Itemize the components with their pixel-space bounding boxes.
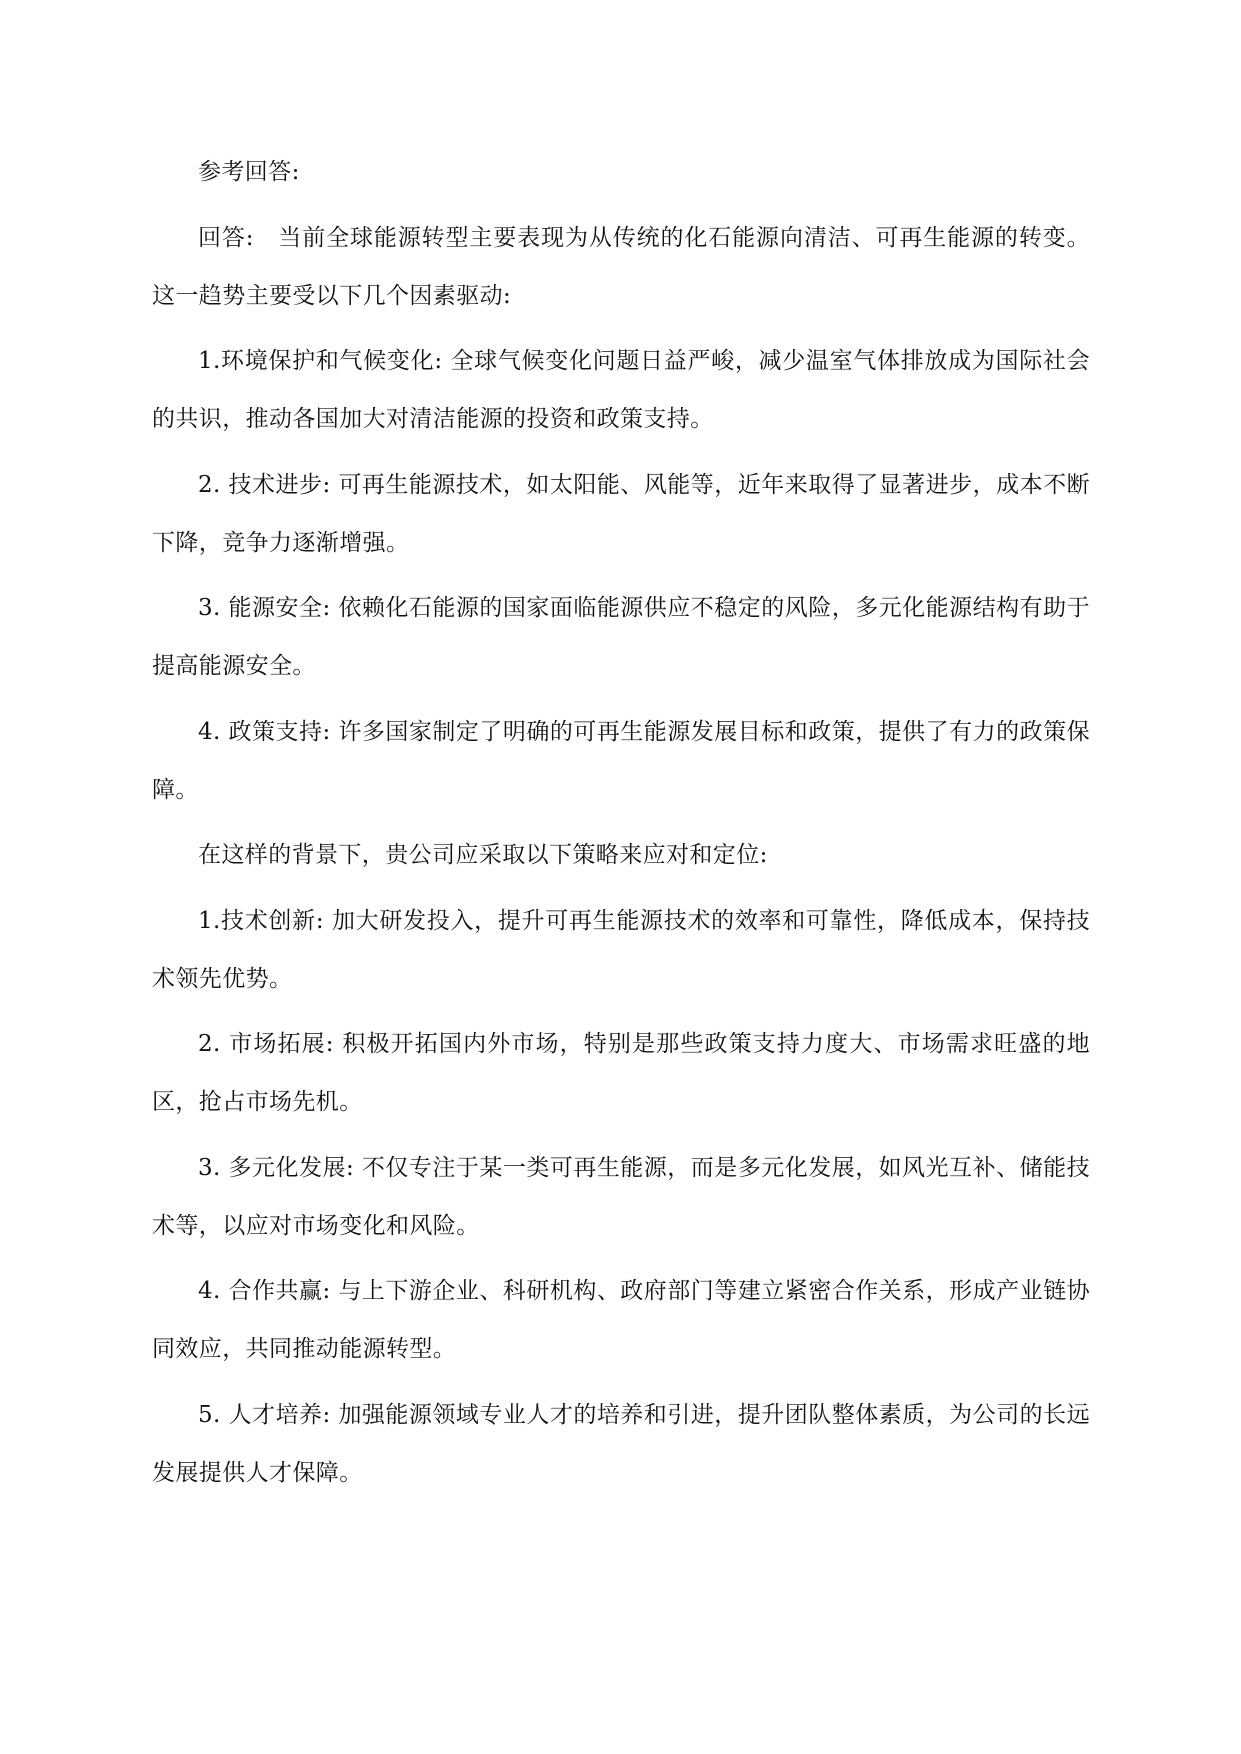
answer-heading: 参考回答: xyxy=(198,159,300,185)
strategy-item: 4. 合作共赢: 与上下游企业、科研机构、政府部门等建立紧密合作关系，形成产业链协同效应，共同推动能源转型。 xyxy=(152,1278,1090,1362)
document-body xyxy=(152,143,1090,1509)
strategy-item: 1.技术创新: 加大研发投入，提升可再生能源技术的效率和可靠性，降低成本，保持技术领先优势。 xyxy=(152,907,1090,992)
strategy-intro: 在这样的背景下，贵公司应采取以下策略来应对和定位: xyxy=(198,842,768,868)
strategy-item: 3. 多元化发展: 不仅专注于某一类可再生能源，而是多元化发展，如风光互补、储能技术等，以应对市场变化和风险。 xyxy=(152,1154,1090,1239)
strategy-item: 5. 人才培养: 加强能源领域专业人才的培养和引进，提升团队整体素质，为公司的长远发展提供人才保障。 xyxy=(152,1401,1090,1486)
driver-item: 4. 政策支持: 许多国家制定了明确的可再生能源发展目标和政策，提供了有力的政策保障。 xyxy=(152,718,1090,803)
driver-item: 1.环境保护和气候变化: 全球气候变化问题日益严峻，减少温室气体排放成为国际社会的共识，推动各国加大对清洁能源的投资和政策支持。 xyxy=(152,348,1090,432)
driver-item: 2. 技术进步: 可再生能源技术，如太阳能、风能等，近年来取得了显著进步，成本不断下降，竞争力逐渐增强。 xyxy=(152,471,1090,556)
driver-item: 3. 能源安全: 依赖化石能源的国家面临能源供应不稳定的风险，多元化能源结构有助于提高能源安全。 xyxy=(152,595,1090,679)
strategy-item: 2. 市场拓展: 积极开拓国内外市场，特别是那些政策支持力度大、市场需求旺盛的地区，抢占市场先机。 xyxy=(152,1031,1090,1115)
answer-intro: 回答: 当前全球能源转型主要表现为从传统的化石能源向清洁、可再生能源的转变。这一趋势主要受以下几个因素驱动: xyxy=(152,224,1090,309)
